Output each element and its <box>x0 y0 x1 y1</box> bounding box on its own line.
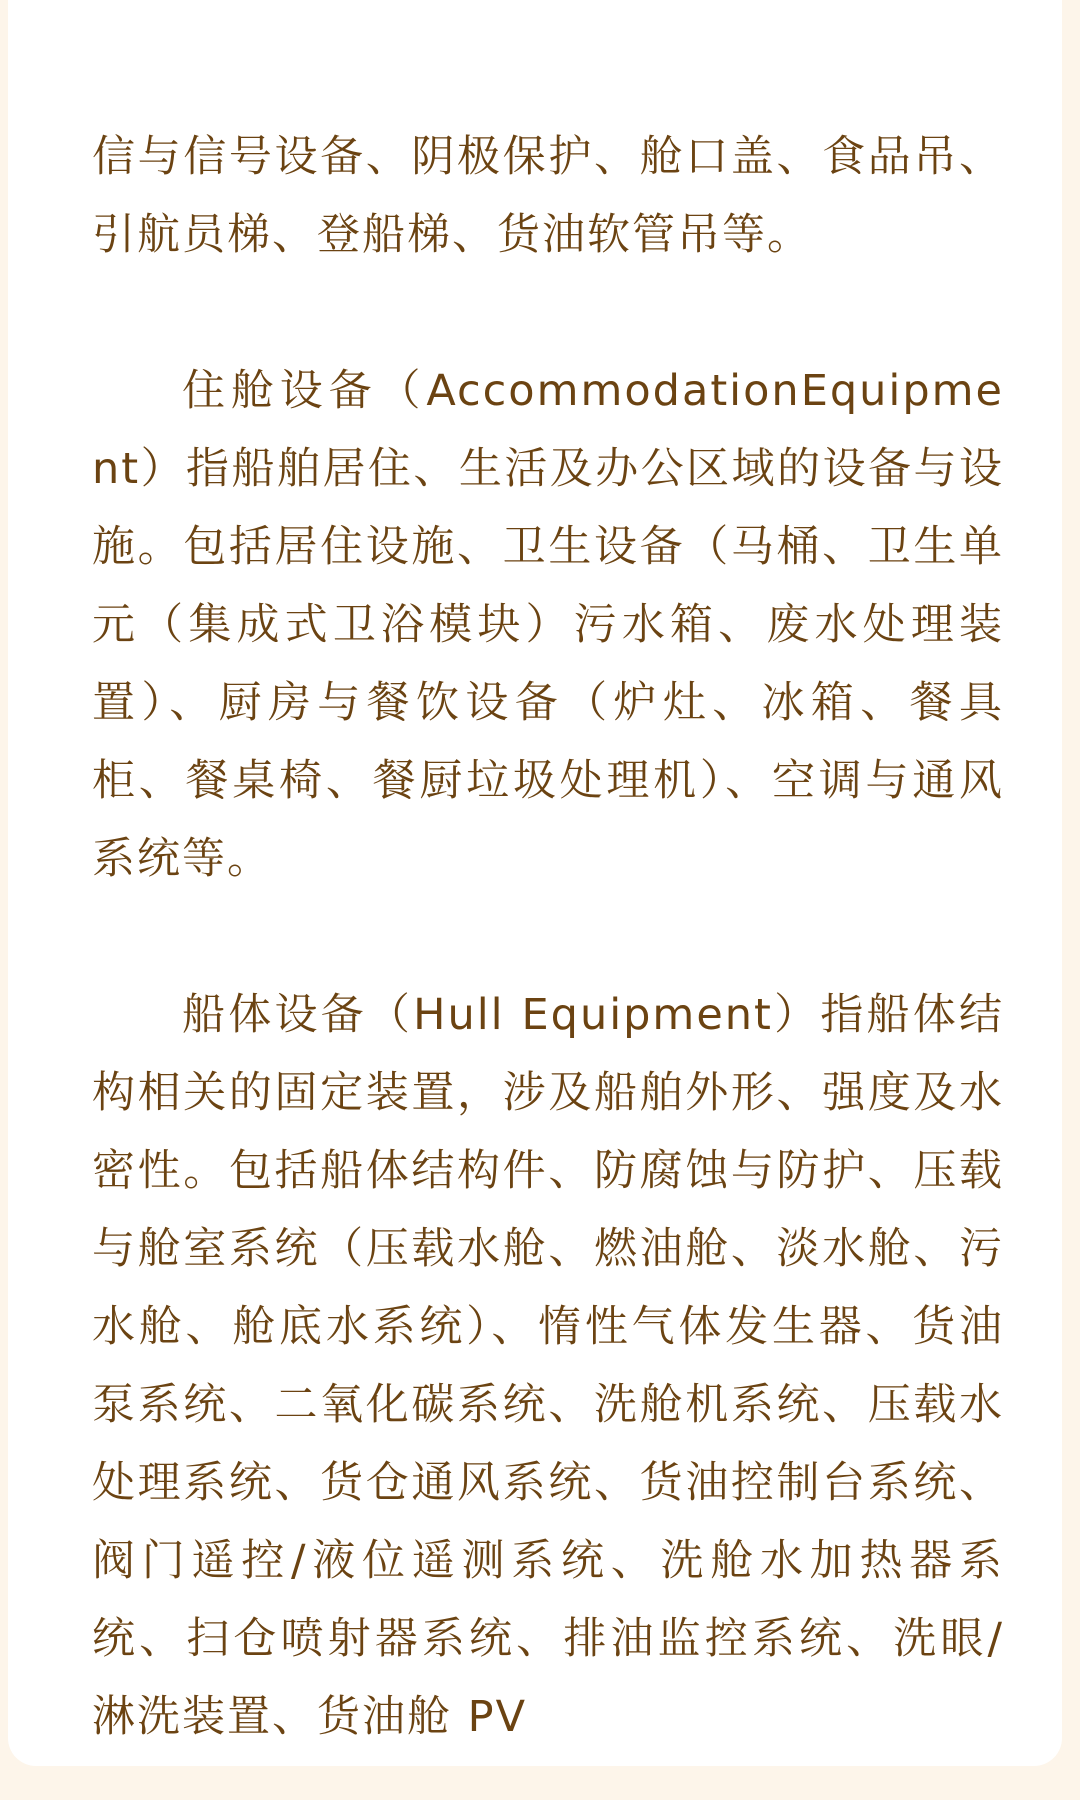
paragraph-hull-equipment: 船体设备（Hull Equipment）指船体结构相关的固定装置，涉及船舶外形、强度及水密性。包括船体结构件、防腐蚀与防护、压载与舱室系统（压载水舱、燃油舱、淡水舱、污水舱、舱底水系统）、惰性气体发生器、货油泵系统、二氧化碳系统、洗舱机系统、压载水处理系统、货仓通风系统、货油控制台系统、阀门遥控/液位遥测系统、洗舱水加热器系统、扫仓喷射器系统、排油监控系统、洗眼/淋洗装置、货油舱 PV <box>92 990 1004 1742</box>
paragraph-communication-equipment: 信与信号设备、阴极保护、舱口盖、食品吊、引航员梯、登船梯、货油软管吊等。 <box>92 132 1004 260</box>
paragraph-spacer <box>92 898 1004 976</box>
paragraph-accommodation-equipment: 住舱设备（AccommodationEquipment）指船舶居住、生活及办公区域的设备与设施。包括居住设施、卫生设备（马桶、卫生单元（集成式卫浴模块）污水箱、废水处理装置）、厨房与餐饮设备（炉灶、冰箱、餐具柜、餐桌椅、餐厨垃圾处理机）、空调与通风系统等。 <box>92 366 1004 884</box>
article-body <box>92 118 1004 1756</box>
article-card <box>8 0 1062 1766</box>
paragraph-spacer <box>92 274 1004 352</box>
